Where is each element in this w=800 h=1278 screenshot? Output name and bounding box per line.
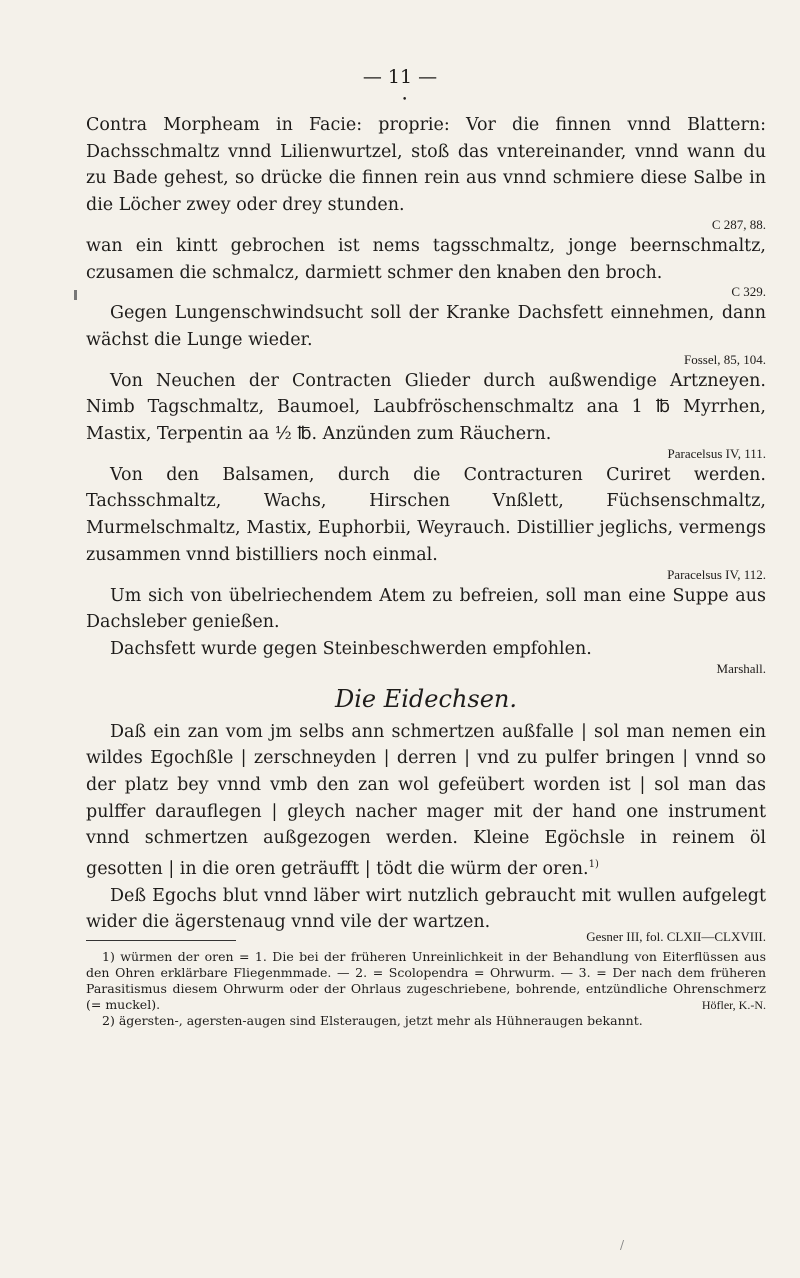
citation: Fossel, 85, 104. bbox=[684, 351, 766, 367]
citation: C 329. bbox=[731, 284, 766, 300]
paragraph-lungen: Gegen Lungenschwindsucht soll der Kranke Dachsfett einnehmen, dann wächst die Lunge wieder. bbox=[86, 303, 766, 350]
citation: Paracelsus IV, 111. bbox=[667, 445, 766, 461]
page-number: — 11 — bbox=[362, 66, 438, 88]
footnote-2: 2) ägersten-, agersten-augen sind Elsteraugen, jetzt mehr als Hühneraugen bekannt. bbox=[102, 1013, 643, 1029]
citation: Marshall. bbox=[716, 660, 766, 676]
citation: C 287, 88. bbox=[711, 216, 766, 232]
footnote-1: 1) würmen der oren = 1. Die bei der früheren Unreinlichkeit in der Behandlung von Eiterflüssen aus den Ohren erklärbare Fliegenmmade. — 2. = Scolopendra = Ohrwurm. — 3. = Der nach dem früheren Parasitismus diesem Ohrwurm oder der Ohrlaus zugeschriebene, bohrende, entzündliche Ohrenschmerz (= muckel). Höfler, K.-N. bbox=[86, 949, 766, 1013]
margin-mark bbox=[74, 290, 77, 300]
paragraph-stein: Dachsfett wurde gegen Steinbeschwerden empfohlen. bbox=[110, 638, 592, 659]
footnote-author: Höfler, K.-N. bbox=[701, 998, 766, 1013]
section-heading: Die Eidechsen. bbox=[334, 684, 517, 713]
paragraph-kintt: wan ein kintt gebrochen ist nems tagsschmaltz, jonge beernschmaltz, czusamen die schmalcz, darmiett schmer den knaben den broch. bbox=[86, 235, 766, 283]
stray-mark: / bbox=[620, 1238, 625, 1252]
paragraph-blut: Deß Egochs blut vnnd läber wirt nutzlich gebraucht mit wullen aufgelegt wider die ägerstenaug vnnd vile der wartzen. bbox=[86, 885, 766, 933]
main-text bbox=[86, 112, 766, 1029]
paragraph-contracten: Von Neuchen der Contracten Glieder durch außwendige Artzneyen. Nimb Tagschmaltz, Baumoel, Laubfröschenschmaltz ana 1 ℔ Myrrhen, Mastix, Terpentin aa ½ ℔. Anzünden zum Räuchern. bbox=[86, 370, 766, 445]
paragraph-zan: Daß ein zan vom jm selbs ann schmertzen außfalle | sol man nemen ein wildes Egochßle | zerschneyden | derren | vnd zu pulfer bringen | vnnd so der platz bey vnnd vmb den zan wol gefeübert worden ist | sol man das pulffer darauflegen | gleych nacher mager mit der hand one instrument vnnd schmertzen außgezogen werden. Kleine Egöchsle in reinem öl gesotten | in die oren geträufft | tödt die würm der oren.$^{1)}$ bbox=[86, 721, 766, 879]
citation: Paracelsus IV, 112. bbox=[667, 566, 766, 582]
source-reference: Gesner III, fol. CLXII—CLXVIII. bbox=[586, 929, 766, 945]
ink-dot: • bbox=[402, 95, 408, 105]
paragraph-balsamen: Von den Balsamen, durch die Contracturen Curiret werden. Tachsschmaltz, Wachs, Hirschen Vnßlett, Füchsenschmaltz, Murmelschmaltz, Mastix, Euphorbii, Weyrauch. Distillier jeglichs, vermengs zusammen vnnd bistilliers noch einmal. bbox=[86, 464, 766, 565]
paragraph-atem: Um sich von übelriechendem Atem zu befreien, soll man eine Suppe aus Dachsleber genießen. bbox=[86, 585, 766, 633]
paragraph-morphea: Contra Morpheam in Facie: proprie: Vor die finnen vnnd Blattern: Dachsschmaltz vnnd Lilienwurtzel, stoß das vntereinander, vnnd wann du zu Bade gehest, so drücke die finnen rein aus vnnd schmiere diese Salbe in die Löcher zwey oder drey stunden. bbox=[86, 115, 766, 216]
